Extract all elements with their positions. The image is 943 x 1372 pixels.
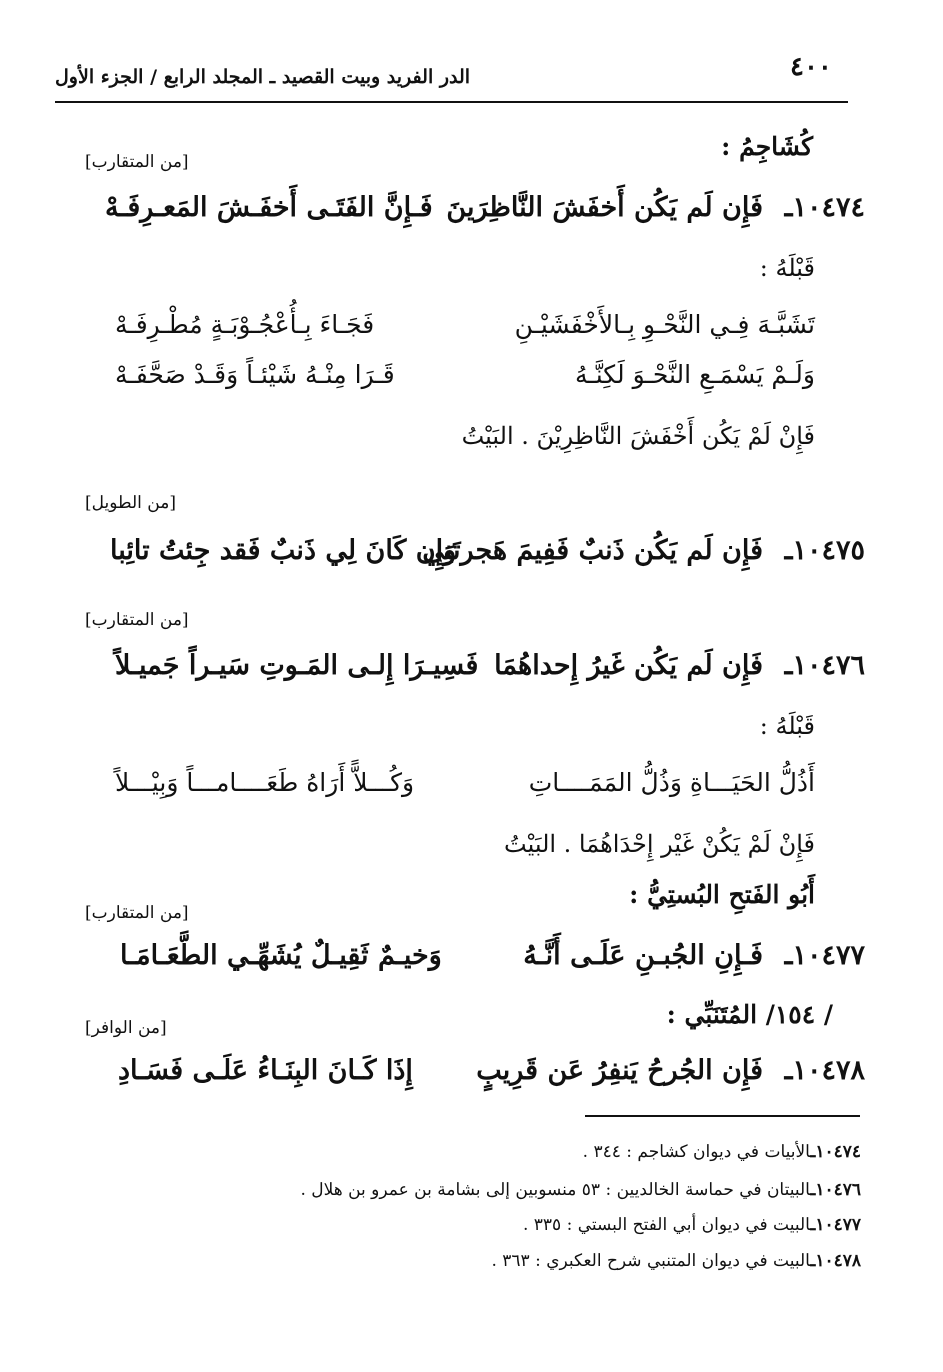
verse-number: ١٠٤٧٨ـ: [784, 1055, 865, 1086]
footnote-number: ١٠٤٧٧ـ: [810, 1215, 861, 1235]
footnote: [583, 1142, 861, 1162]
meter-label: [من المتقارب]: [85, 610, 189, 630]
footnote: [523, 1215, 861, 1235]
verse-first-hemistich: وَلَـمْ يَسْمَـعِ النَّحْـوَ لَكِنَّـهُ: [574, 360, 815, 389]
footnote-text: البيتان في حماسة الخالديين : ٥٣ منسوبين إلى بشامة بن عمرو بن هلال .: [300, 1180, 811, 1200]
verse-number: ١٠٤٧٥ـ: [784, 535, 865, 566]
poet-name: أَبُو الفَتحِ البُستِيُّ :: [629, 880, 815, 909]
verse-second-hemistich: إِذَا كَـانَ البِنَـاءُ عَلَـى فَسَـادِ: [118, 1055, 413, 1086]
prose-line: فَإِنْ لَمْ يَكُنْ غَيْر إِحْدَاهُمَا . البَيْتُ: [504, 830, 815, 858]
verse-first-hemistich: فَـإِنِ الجُبـنِ عَلَـى أَنَّـهُ: [523, 940, 763, 971]
poet-name: / ١٥٤/ المُتَنَبِّي :: [666, 1000, 833, 1029]
verse-second-hemistich: وَإِن كَانَ لِي ذَنبٌ فَقد جِئتُ تائِبا: [110, 535, 457, 566]
verse-first-hemistich: أَذُلُّ الحَيَـــاةِ وَذُلُّ المَمَــــاتِ: [528, 768, 815, 797]
footnote-text: البيت في ديوان أبي الفتح البستي : ٣٣٥ .: [522, 1215, 811, 1235]
verse-second-hemistich: قَـرَا مِنْـهُ شَيْئـاً وَقَـدْ صَحَّفَـهْ: [115, 360, 395, 389]
header-rule: [55, 101, 848, 103]
verse-first-hemistich: فَإِن لَم يَكُن غَيرُ إِحداهُمَا: [494, 650, 763, 681]
verse-second-hemistich: فَسِيـرَا إِلـى المَـوتِ سَيـراً جَميـلاً: [115, 650, 479, 681]
footnote: [300, 1180, 861, 1200]
verse-number: ١٠٤٧٧ـ: [784, 940, 865, 971]
meter-label: [من الطويل]: [85, 493, 176, 513]
verse-second-hemistich: فَـإِنَّ الفَتَـى أَخفَـشَ المَعـرِفَـهْ: [105, 192, 433, 223]
verse-number: ١٠٤٧٦ـ: [784, 650, 865, 681]
footnote-rule: [585, 1115, 860, 1117]
verse-number: ١٠٤٧٤ـ: [784, 192, 865, 223]
meter-label: [من المتقارب]: [85, 903, 189, 923]
footnote-number: ١٠٤٧٤ـ: [810, 1142, 861, 1162]
page-number: ٤٠٠: [790, 52, 832, 82]
verse-first-hemistich: فَإِن لَم يَكُن ذَنبٌ فَفِيمَ هَجرتَنِي: [422, 535, 763, 566]
prose-line: فَإِنْ لَمْ يَكُن أَخْفَشَ النَّاظِرِيْنَ . البَيْتُ: [461, 422, 815, 450]
footnote-number: ١٠٤٧٦ـ: [810, 1180, 861, 1200]
footnote-text: البيت في ديوان المتنبي شرح العكبري : ٣٦٣ .: [491, 1251, 811, 1271]
meter-label: [من المتقارب]: [85, 152, 189, 172]
prose-line: قَبْلَهُ :: [759, 254, 815, 282]
meter-label: [من الوافر]: [85, 1018, 167, 1038]
verse-second-hemistich: وَخيـمٌ ثَقِيـلٌ يُشَهِّـي الطَّعَـامَـا: [120, 940, 442, 971]
running-title: الدر الفريد وبيت القصيد ـ المجلد الرابع / الجزء الأول: [55, 66, 471, 88]
footnote: [491, 1251, 861, 1271]
footnote-number: ١٠٤٧٨ـ: [810, 1251, 861, 1271]
verse-first-hemistich: تَشَبَّـهَ فِـي النَّحْـوِ بِـالأَخْفَشَيْـنِ: [514, 310, 815, 339]
verse-second-hemistich: وَكُـــلاًّ أَرَاهُ طَعَــــامـــاً وَبِيْـــلاً: [115, 768, 415, 797]
verse-first-hemistich: فَإِن لَم يَكُن أَخفَشَ النَّاظِرَينَ: [446, 192, 763, 223]
verse-first-hemistich: فَإِن الجُرحُ يَنفِرُ عَن قَرِيبٍ: [476, 1055, 763, 1086]
footnote-text: الأبيات في ديوان كشاجم : ٣٤٤ .: [582, 1142, 811, 1162]
prose-line: قَبْلَهُ :: [759, 712, 815, 740]
verse-second-hemistich: فَجَـاءَ بِـأُعْجُـوْبَـةٍ مُطْـرِفَـهْ: [115, 310, 375, 339]
poet-name: كُشَاجِمُ :: [721, 132, 813, 161]
